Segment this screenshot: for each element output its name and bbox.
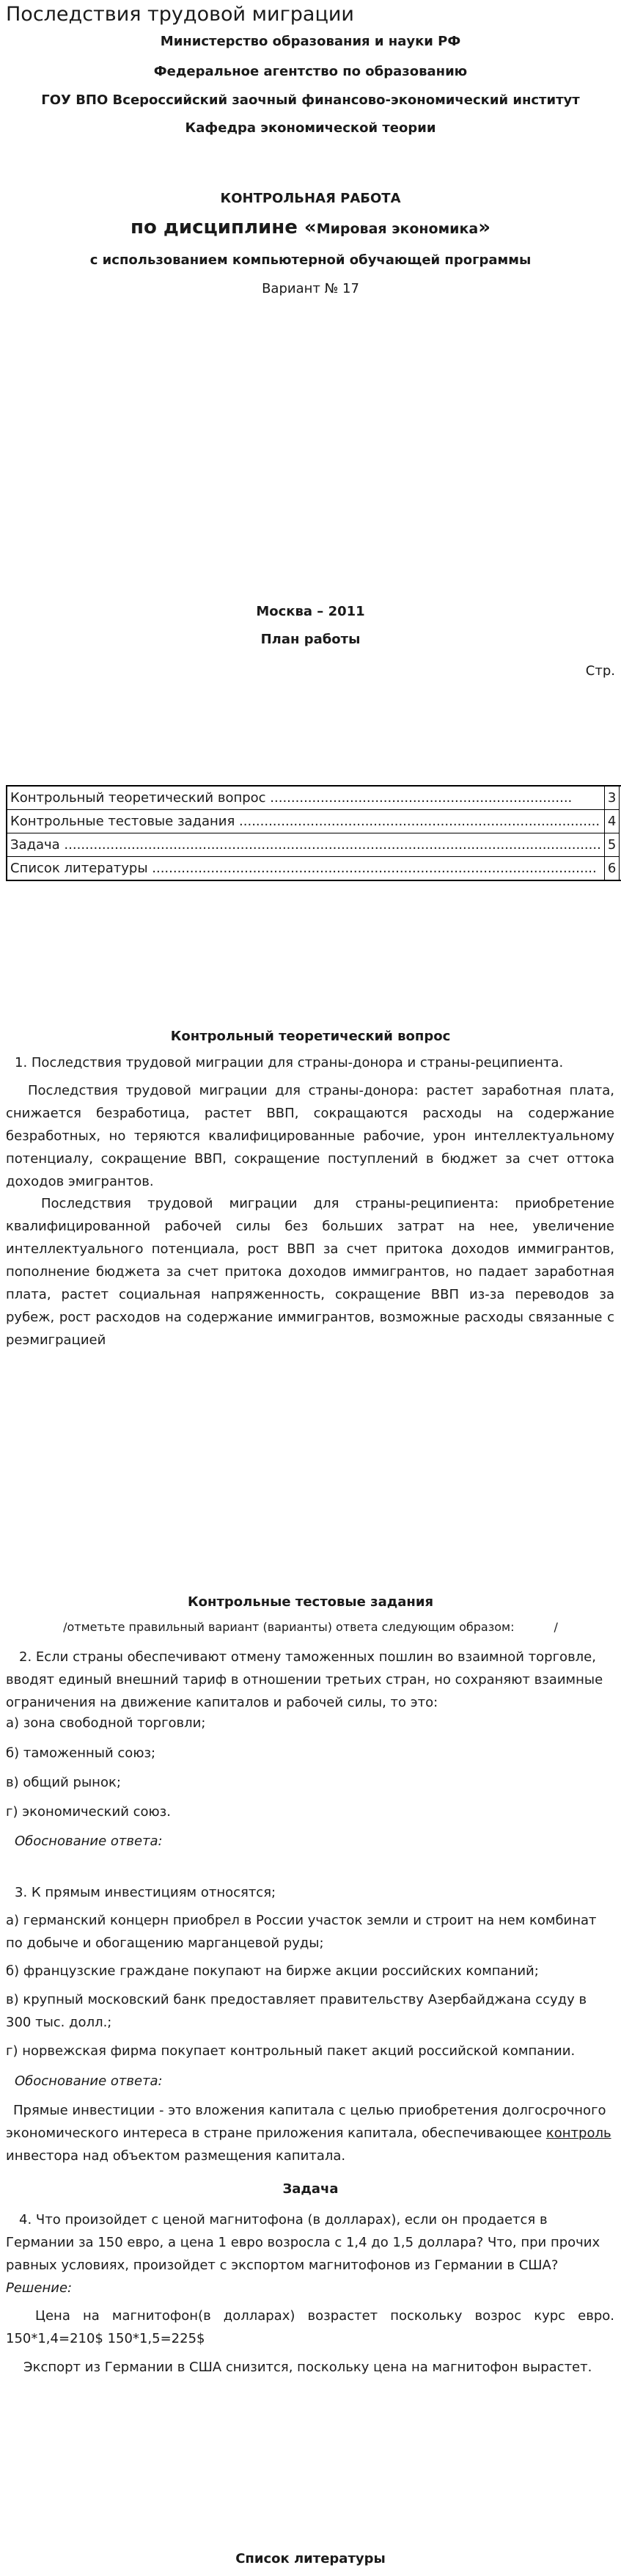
task-question: 4. Что произойдет с ценой магнитофона (в долларах), если он продается в Германии за 150 евро, а цена 1 евро возросла с 1,4 до 1,5 доллара? Что, при прочих равных условиях, произойдет с экспортом магнитофонов из Германии в США? <box>6 2212 600 2273</box>
discipline-prefix: по дисциплине « <box>131 216 317 238</box>
cover-variant: Вариант № 17 <box>262 281 359 296</box>
test-q3-justification-label: Обоснование ответа: <box>15 2073 163 2089</box>
task-solution-label: Решение: <box>6 2280 73 2296</box>
cover-city-year: Москва – 2011 <box>256 604 365 619</box>
plan-item-label: Задача ................................................................................................................................ <box>7 833 604 857</box>
plan-item-label: Контрольные тестовые задания ...................................................................................... <box>7 810 604 833</box>
cover-discipline <box>0 216 621 238</box>
plan-item-page: 6 <box>604 857 619 881</box>
test-q2-option: а) зона свободной торговли; <box>6 1715 206 1731</box>
cover-agency: Федеральное агентство по образованию <box>153 64 468 79</box>
test-q3-answer <box>6 2099 614 2167</box>
test-q2-option: б) таможенный союз; <box>6 1745 156 1761</box>
test-q3-option: а) германский концерн приобрел в России участок земли и строит на нем комбинат по добыче и обогащению марганцевой руды; <box>6 1913 597 1951</box>
cover-department: Кафедра экономической теории <box>185 120 436 136</box>
test-question-2: 2. Если страны обеспечивают отмену таможенных пошлин во взаимной торговле, вводят единый внешний тариф в отношении третьих стран, но сохраняют взаимные ограничения на движение капиталов и рабочей силы, то это: <box>6 1649 603 1710</box>
plan-item-page: 3 <box>604 786 619 810</box>
plan-row <box>7 786 621 810</box>
task-conclusion: Экспорт из Германии в США снизится, поскольку цена на магнитофон вырастет. <box>23 2360 592 2375</box>
test-q2-justification-label: Обоснование ответа: <box>15 1834 163 1849</box>
plan-table <box>6 785 621 881</box>
test-q3-option: в) крупный московский банк предоставляет правительству Азербайджана ссуду в 300 тыс. долл.; <box>6 1992 587 2030</box>
test-question-3: 3. К прямым инвестициям относятся; <box>15 1885 276 1900</box>
theory-question: 1. Последствия трудовой миграции для страны-донора и страны-реципиента. <box>15 1055 564 1070</box>
task-title: Задача <box>282 2181 339 2197</box>
plan-item-label: Контрольный теоретический вопрос ........................................................................ <box>7 786 604 810</box>
cover-program-note: с использованием компьютерной обучающей программы <box>89 252 532 268</box>
theory-paragraph-donor: Последствия трудовой миграции для страны-донора: растет заработная плата, снижается безработица, растет ВВП, сокращаются расходы на содержание безработных, но теряются квалифицированные рабочие, урон интеллектуальному потенциалу, сокращение ВВП, сокращение поступлений в бюджет за счет оттока доходов эмигрантов. <box>6 1083 614 1189</box>
tests-instruction-mark: / <box>554 1620 558 1634</box>
cover-ministry: Министерство образования и науки РФ <box>160 34 461 49</box>
plan-item-label: Список литературы .......................................................................................................... <box>7 857 604 881</box>
theory-paragraph-recipient: Последствия трудовой миграции для страны-реципиента: приобретение квалифицированной рабочей силы без больших затрат на нее, увеличение интеллектуального потенциала, рост ВВП за счет притока доходов иммигрантов, пополнение бюджета за счет притока доходов иммигрантов, но падает заработная плата, растет социальная напряженность, сокращение ВВП из-за переводов за рубеж, рост расходов на содержание иммигрантов, возможные расходы связанные с реэмиграцией <box>6 1196 614 1348</box>
theory-title: Контрольный теоретический вопрос <box>170 1029 451 1044</box>
plan-row <box>7 810 621 833</box>
control-link[interactable]: контроль <box>545 2126 611 2141</box>
cover-institute: ГОУ ВПО Всероссийский заочный финансово-экономический институт <box>41 92 580 108</box>
cover-work-type: КОНТРОЛЬНАЯ РАБОТА <box>220 191 401 206</box>
test-q2-option: г) экономический союз. <box>6 1804 171 1820</box>
task-solution-text: Цена на магнитофон(в долларах) возрастет поскольку возрос курс евро. 150*1,4=210$ 150*1,5=225$ <box>6 2308 614 2346</box>
discipline-name: Мировая экономика <box>316 221 479 237</box>
test-q3-answer-after: инвестора над объектом размещения капитала. <box>6 2148 346 2164</box>
plan-row <box>7 833 621 857</box>
test-q3-answer-before: Прямые инвестиции - это вложения капитала с целью приобретения долгосрочного экономического интереса в стране приложения капитала, обеспечивающее <box>6 2103 606 2141</box>
tests-instruction <box>0 1620 621 1634</box>
plan-page-column-label: Стр. <box>585 663 615 679</box>
plan-item-page: 5 <box>604 833 619 857</box>
references-title: Список литературы <box>235 2551 386 2566</box>
plan-title: План работы <box>260 632 361 647</box>
page-title: Последствия трудовой миграции <box>6 3 354 26</box>
test-q3-option: г) норвежская фирма покупает контрольный пакет акций российской компании. <box>6 2043 576 2059</box>
plan-row <box>7 857 621 881</box>
discipline-suffix: » <box>478 216 490 238</box>
plan-item-page: 4 <box>604 810 619 833</box>
tests-instruction-text: /отметьте правильный вариант (варианты) ответа следующим образом: <box>63 1620 515 1634</box>
test-q3-option: б) французские граждане покупают на бирже акции российских компаний; <box>6 1963 539 1979</box>
tests-title: Контрольные тестовые задания <box>187 1594 434 1610</box>
test-q2-option: в) общий рынок; <box>6 1775 121 1790</box>
